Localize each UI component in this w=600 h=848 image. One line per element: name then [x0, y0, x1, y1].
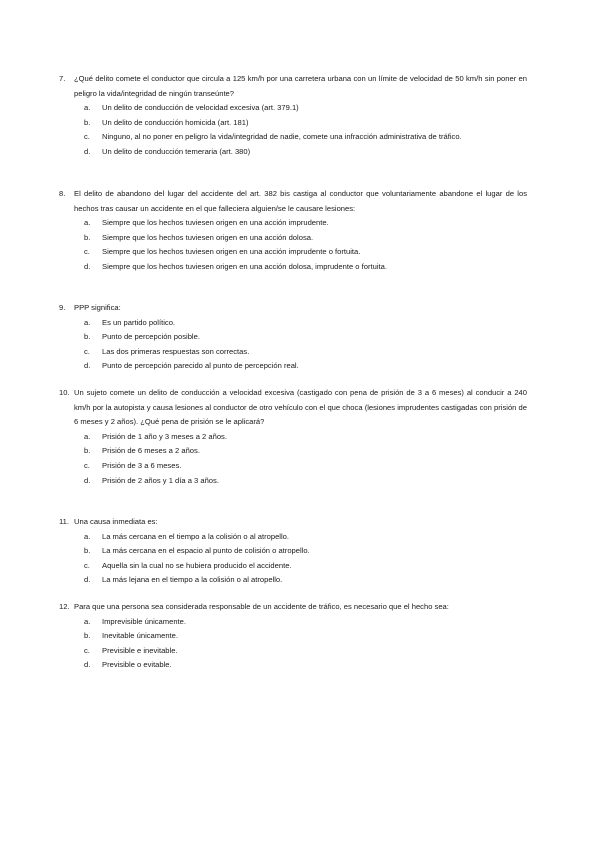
option-text: Aquella sin la cual no se hubiera producido el accidente.	[102, 560, 292, 570]
question-number: 7.	[59, 74, 66, 83]
option-letter: d.	[84, 575, 91, 585]
option-letter: d.	[84, 261, 91, 271]
option-text: Previsible o evitable.	[102, 660, 172, 670]
question-text: ¿Qué delito comete el conductor que circula a 125 km/h por una carretera urbana con un límite de velocidad de 50 km/h sin poner en peligro la vida/integridad de ningún transeúnte?	[74, 74, 527, 98]
option-text: Punto de percepción posible.	[102, 332, 200, 342]
option-a	[59, 316, 527, 331]
question-text: El delito de abandono del lugar del accidente del art. 382 bis castiga al conductor que voluntariamente abandone el lugar de los hechos tras causar un accidente en el que falleciera alguien/se le causare lesiones:	[74, 189, 527, 213]
question-header	[59, 72, 527, 101]
option-d	[59, 474, 527, 489]
question-text: Una causa inmediata es:	[74, 517, 158, 526]
question-11	[59, 515, 527, 588]
option-text: La más cercana en el espacio al punto de colisión o atropello.	[102, 546, 310, 556]
option-letter: a.	[84, 616, 91, 626]
option-list	[59, 615, 527, 673]
option-d	[59, 145, 527, 160]
option-text: Imprevisible únicamente.	[102, 616, 186, 626]
option-c	[59, 459, 527, 474]
option-text: Un delito de conducción de velocidad excesiva (art. 379.1)	[102, 103, 299, 113]
option-b	[59, 544, 527, 559]
option-letter: a.	[84, 317, 91, 327]
option-list	[59, 316, 527, 374]
option-letter: c.	[84, 560, 90, 570]
option-letter: b.	[84, 446, 91, 456]
option-letter: d.	[84, 660, 91, 670]
question-header	[59, 301, 527, 316]
option-letter: c.	[84, 247, 90, 257]
option-letter: b.	[84, 332, 91, 342]
option-text: Prisión de 1 año y 3 meses a 2 años.	[102, 431, 227, 441]
option-letter: a.	[84, 431, 91, 441]
option-d	[59, 359, 527, 374]
option-text: Inevitable únicamente.	[102, 631, 178, 641]
option-b	[59, 231, 527, 246]
question-8	[59, 187, 527, 275]
question-number: 8.	[59, 189, 66, 198]
option-b	[59, 629, 527, 644]
option-c	[59, 345, 527, 360]
option-text: Prisión de 2 años y 1 día a 3 años.	[102, 475, 219, 485]
question-text: Un sujeto comete un delito de conducción a velocidad excesiva (castigado con pena de prisión de 3 a 6 meses) al conducir a 240 km/h por la autopista y causa lesiones al conductor de otro vehículo con el que choca (lesiones imprudentes castigadas con prisión de 6 meses y 2 años). ¿Qué pena de prisión se le aplicará?	[74, 388, 527, 427]
option-letter: c.	[84, 132, 90, 142]
question-12	[59, 600, 527, 673]
option-text: Previsible e inevitable.	[102, 645, 178, 655]
option-letter: a.	[84, 103, 91, 113]
option-a	[59, 615, 527, 630]
question-9	[59, 301, 527, 374]
option-b	[59, 444, 527, 459]
option-d	[59, 658, 527, 673]
option-d	[59, 260, 527, 275]
option-text: Un delito de conducción temeraria (art. 380)	[102, 146, 251, 156]
option-letter: b.	[84, 546, 91, 556]
question-10	[59, 386, 527, 488]
question-header	[59, 600, 527, 615]
question-header	[59, 386, 527, 430]
question-number: 11.	[59, 517, 69, 526]
option-d	[59, 573, 527, 588]
option-text: Es un partido político.	[102, 317, 176, 327]
option-letter: b.	[84, 232, 91, 242]
question-header	[59, 515, 527, 530]
question-number: 10.	[59, 388, 70, 397]
question-number: 9.	[59, 303, 66, 312]
option-text: Prisión de 6 meses a 2 años.	[102, 446, 200, 456]
option-letter: b.	[84, 631, 91, 641]
question-text: Para que una persona sea considerada responsable de un accidente de tráfico, es necesario que el hecho sea:	[74, 602, 449, 611]
option-letter: c.	[84, 460, 90, 470]
option-a	[59, 101, 527, 116]
option-text: La más lejana en el tiempo a la colisión o al atropello.	[102, 575, 283, 585]
option-text: Un delito de conducción homicida (art. 181)	[102, 117, 249, 127]
option-letter: d.	[84, 361, 91, 371]
option-list	[59, 530, 527, 588]
option-letter: b.	[84, 117, 91, 127]
option-letter: c.	[84, 346, 90, 356]
question-number: 12.	[59, 602, 70, 611]
option-letter: d.	[84, 146, 91, 156]
option-c	[59, 130, 527, 145]
option-letter: d.	[84, 475, 91, 485]
option-text: Siempre que los hechos tuviesen origen en una acción dolosa.	[102, 232, 314, 242]
question-7	[59, 72, 527, 160]
option-list	[59, 216, 527, 274]
option-letter: c.	[84, 645, 90, 655]
option-text: Siempre que los hechos tuviesen origen en una acción imprudente o fortuita.	[102, 247, 361, 257]
option-text: Prisión de 3 a 6 meses.	[102, 460, 182, 470]
option-a	[59, 216, 527, 231]
option-text: Siempre que los hechos tuviesen origen en una acción dolosa, imprudente o fortuita.	[102, 261, 387, 271]
option-text: Ninguno, al no poner en peligro la vida/integridad de nadie, comete una infracción administrativa de tráfico.	[102, 132, 462, 142]
option-text: Las dos primeras respuestas son correctas.	[102, 346, 250, 356]
option-list	[59, 430, 527, 488]
option-letter: a.	[84, 531, 91, 541]
option-text: Siempre que los hechos tuviesen origen en una acción imprudente.	[102, 218, 329, 228]
option-a	[59, 530, 527, 545]
option-c	[59, 559, 527, 574]
option-c	[59, 644, 527, 659]
option-text: La más cercana en el tiempo a la colisión o al atropello.	[102, 531, 289, 541]
option-list	[59, 101, 527, 159]
option-c	[59, 245, 527, 260]
option-b	[59, 330, 527, 345]
option-letter: a.	[84, 218, 91, 228]
option-a	[59, 430, 527, 445]
question-header	[59, 187, 527, 216]
option-b	[59, 116, 527, 131]
option-text: Punto de percepción parecido al punto de percepción real.	[102, 361, 299, 371]
question-text: PPP significa:	[74, 303, 121, 312]
